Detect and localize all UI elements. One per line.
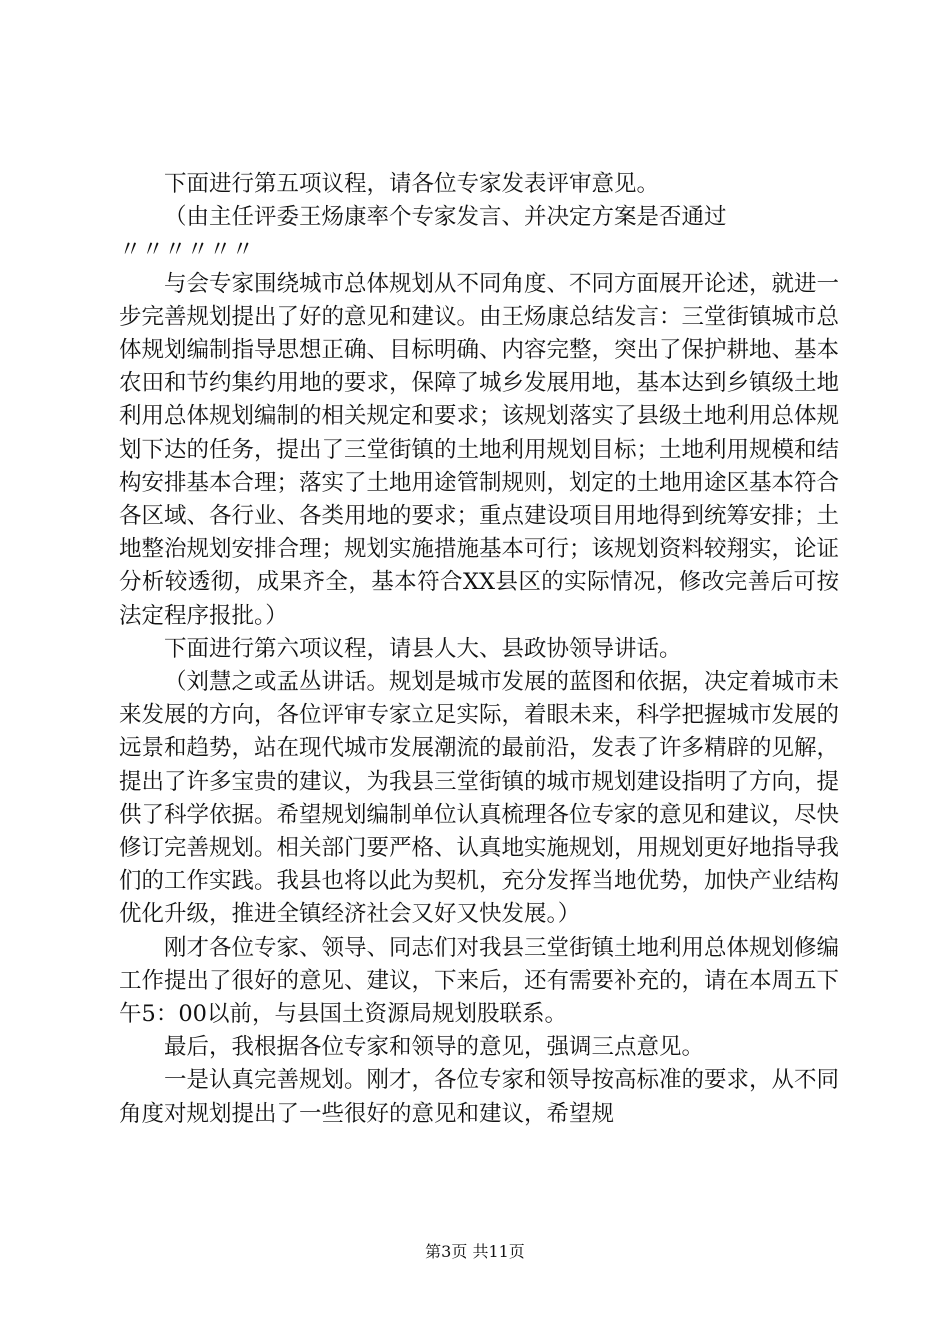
paragraph-agenda-five: 下面进行第五项议程，请各位专家发表评审意见。 <box>164 171 660 197</box>
paragraph-three-points: 最后，我根据各位专家和领导的意见，强调三点意见。 <box>164 1034 705 1061</box>
paragraph-expert-summary: 与会专家围绕城市总体规划从不同角度、不同方面展开论述，就进一步完善规划提出了好的意见和建议。由王炀康总结发言：三堂街镇城市总体规划编制指导思想正确、目标明确、内容完整，突出了保护耕地、基本农田和节约集约用地的要求，保障了城乡发展用地，基本达到乡镇级土地利用总体规划编制的相关规定和要求；该规划落实了县级土地利用总体规划下达的任务，提出了三堂街镇的土地利用规划目标；土地利用规模和结构安排基本合理；落实了土地用途管制规则，划定的土地用途区基本符合各区域、各行业、各类用地的要求；重点建设项目用地得到统筹安排；土地整治规划安排合理；规划实施措施基本可行；该规划资料较翔实，论证分析较透彻，成果齐全，基本符合XX县区的实际情况，修改完善后可按法定程序报批。） <box>119 270 840 629</box>
paragraph-point-one: 一是认真完善规划。刚才，各位专家和领导按高标准的要求，从不同角度对规划提出了一些很好的意见和建议，希望规 <box>119 1067 840 1127</box>
paragraph-agenda-six: 下面进行第六项议程，请县人大、县政协领导讲话。 <box>164 635 682 662</box>
page-footer: 第3页 共11页 <box>425 1242 525 1261</box>
paragraph-expert-note: （由主任评委王炀康率个专家发言、并决定方案是否通过 <box>164 204 727 231</box>
paragraph-feedback-contact: 刚才各位专家、领导、同志们对我县三堂街镇土地利用总体规划修编工作提出了很好的意见、建议，下来后，还有需要补充的，请在本周五下午5：00以前，与县国土资源局规划股联系。 <box>119 934 840 1028</box>
document-body <box>119 168 839 1131</box>
paragraph-leader-speech: （刘慧之或孟丛讲话。规划是城市发展的蓝图和依据，决定着城市未来发展的方向，各位评审专家立足实际，着眼未来，科学把握城市发展的远景和趋势，站在现代城市发展潮流的最前沿，发表了许多精辟的见解，提出了许多宝贵的建议，为我县三堂街镇的城市规划建设指明了方向，提供了科学依据。希望规划编制单位认真梳理各位专家的意见和建议，尽快修订完善规划。相关部门要严格、认真地实施规划，用规划更好地指导我们的工作实践。我县也将以此为契机，充分发挥当地优势，加快产业结构优化升级，推进全镇经济社会又好又快发展。） <box>119 669 840 928</box>
paragraph-ditto-marks: 〃〃〃〃〃〃 <box>119 237 255 264</box>
